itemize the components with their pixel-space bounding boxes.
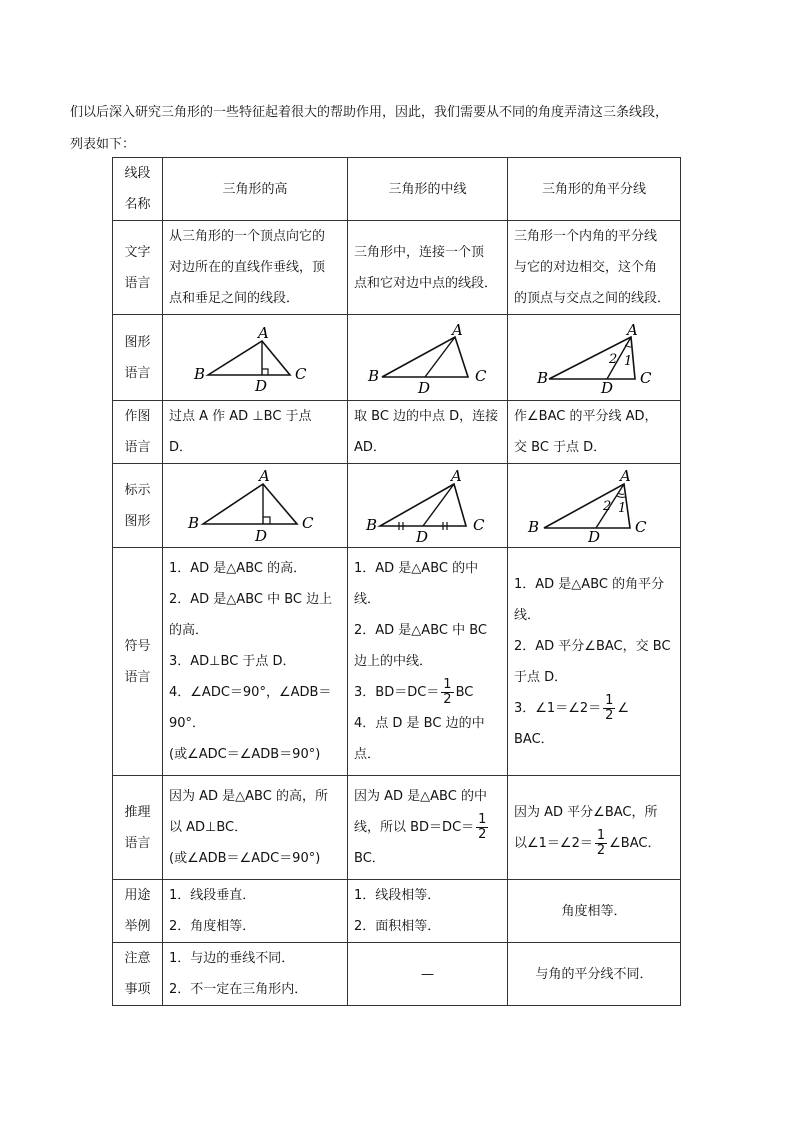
row-label-marked-figure: 标示图形	[113, 464, 163, 548]
row-construction-language	[113, 401, 681, 464]
text-line: 1．与边的垂线不同．	[169, 951, 295, 966]
row-marked-figure	[113, 464, 681, 548]
row-label-text-language: 文字语言	[113, 221, 163, 315]
text-segment: ∠BAC．	[609, 835, 661, 851]
altitude-construction-cell	[163, 401, 348, 464]
bisector-text-cell	[508, 221, 681, 315]
intro-line-1: 们以后深入研究三角形的一些特征起着很大的帮助作用，因此，我们需要从不同的角度弄清这三条线段，	[70, 105, 669, 120]
fraction-denominator: 2	[596, 842, 606, 858]
text-segment: 3．∠1＝∠2＝	[514, 700, 602, 716]
label-a: A	[450, 467, 462, 485]
median-construction-cell	[348, 401, 508, 464]
median-marked-cell	[348, 464, 508, 548]
median-usage-cell	[348, 880, 508, 943]
median-figure-cell	[348, 315, 508, 401]
row-label-usage-examples: 用途举例	[113, 880, 163, 943]
fraction-numerator: 1	[478, 812, 487, 827]
label-d: D	[418, 378, 431, 393]
text-line: 1．线段垂直．	[169, 888, 256, 903]
text-line: 90°．	[169, 716, 206, 731]
text-line: 线．	[354, 592, 381, 607]
row-label-notes: 注意事项	[113, 943, 163, 1006]
altitude-reasoning-cell	[163, 776, 348, 880]
median-notes-cell: —	[348, 943, 508, 1006]
text-line: (或∠ADC＝∠ADB＝90°)	[169, 747, 321, 762]
fraction-denominator: 2	[605, 707, 614, 723]
label-c: C	[475, 366, 487, 385]
altitude-marked-cell	[163, 464, 348, 548]
bisector-construction-cell	[508, 401, 681, 464]
text-line: 点．	[354, 747, 381, 762]
bisector-notes-cell: 与角的平分线不同．	[508, 943, 681, 1006]
label-d: D	[255, 526, 268, 544]
altitude-symbol-cell	[163, 548, 348, 776]
header-median: 三角形的中线	[348, 158, 508, 221]
text-segment: 以∠1＝∠2＝	[514, 835, 593, 851]
text-line: D．	[169, 440, 193, 455]
label-c: C	[295, 364, 307, 383]
text-line-with-fraction	[514, 828, 674, 859]
text-line: 3．AD⊥BC 于点 D．	[169, 654, 296, 669]
label-b: B	[536, 368, 548, 387]
label-a: A	[258, 323, 269, 342]
text-line-with-fraction	[354, 677, 501, 708]
text-line: 因为 AD 平分∠BAC，所	[514, 804, 658, 820]
median-text-cell	[348, 221, 508, 315]
median-marked-figure	[358, 468, 498, 544]
label-angle-1: 1	[623, 353, 632, 369]
text-line: BAC．	[514, 731, 554, 747]
text-line: BC．	[354, 851, 385, 866]
text-line: 线．	[514, 607, 541, 623]
altitude-text-cell	[163, 221, 348, 315]
text-line: AD．	[354, 440, 386, 455]
label-a: A	[259, 467, 270, 485]
text-line: 1．AD 是△ABC 的角平分	[514, 576, 665, 592]
row-figure-language	[113, 315, 681, 401]
fraction-numerator: 1	[605, 692, 614, 708]
altitude-usage-cell	[163, 880, 348, 943]
text-line: 交 BC 于点 D．	[514, 440, 607, 455]
label-c: C	[472, 515, 484, 534]
label-a: A	[620, 467, 631, 485]
fraction-one-half	[441, 678, 453, 707]
text-line: 1．AD 是△ABC 的高．	[169, 561, 307, 576]
bisector-marked-cell	[508, 464, 681, 548]
fraction-one-half	[476, 813, 488, 842]
label-angle-1: 1	[618, 500, 627, 516]
altitude-marked-figure	[185, 468, 325, 544]
text-line: 2．AD 是△ABC 中 BC	[354, 623, 487, 638]
row-text-language	[113, 221, 681, 315]
text-line: 作∠BAC 的平分线 AD，	[514, 409, 658, 424]
row-notes	[113, 943, 681, 1006]
row-label-figure-language: 图形语言	[113, 315, 163, 401]
label-d: D	[600, 378, 613, 393]
text-line: 边上的中线．	[354, 654, 433, 669]
text-segment: 线，所以 BD＝DC＝	[354, 820, 475, 835]
label-b: B	[188, 513, 200, 532]
label-b: B	[194, 364, 206, 383]
label-d: D	[588, 527, 601, 544]
text-line: 1．线段相等．	[354, 888, 441, 903]
intro-text	[70, 97, 750, 161]
text-line: 与它的对边相交，这个角	[514, 260, 658, 275]
text-line: (或∠ADB＝∠ADC＝90°)	[169, 851, 321, 866]
text-line: 4．∠ADC＝90°，∠ADB＝	[169, 685, 332, 700]
label-angle-2: 2	[603, 498, 612, 514]
text-line: 过点 A 作 AD ⊥BC 于点	[169, 409, 312, 424]
text-line-with-fraction	[514, 693, 674, 724]
label-d: D	[255, 376, 268, 393]
median-symbol-cell	[348, 548, 508, 776]
text-segment: ∠	[617, 700, 630, 716]
header-altitude: 三角形的高	[163, 158, 348, 221]
text-line: 对边所在的直线作垂线，顶	[169, 260, 326, 275]
text-segment: 3．BD＝DC＝	[354, 685, 440, 700]
label-c: C	[635, 517, 647, 536]
median-triangle-figure	[360, 323, 495, 393]
label-a: A	[452, 322, 463, 339]
header-row	[113, 158, 681, 221]
label-b: B	[528, 517, 540, 536]
text-line: 2．AD 平分∠BAC，交 BC	[514, 638, 671, 654]
text-line: 因为 AD 是△ABC 的中	[354, 789, 487, 804]
intro-line-2: 列表如下：	[70, 137, 136, 152]
fraction-numerator: 1	[443, 677, 452, 692]
text-line: 于点 D．	[514, 669, 568, 685]
text-line: 取 BC 边的中点 D，连接	[354, 409, 499, 424]
bisector-reasoning-cell	[508, 776, 681, 880]
label-d: D	[415, 527, 428, 544]
header-bisector: 三角形的角平分线	[508, 158, 681, 221]
altitude-triangle-figure	[190, 323, 320, 393]
label-b: B	[365, 515, 377, 534]
row-label-reasoning-language: 推理语言	[113, 776, 163, 880]
bisector-marked-figure	[524, 468, 664, 544]
label-a: A	[626, 322, 638, 339]
text-line: 点和垂足之间的线段．	[169, 291, 300, 306]
fraction-denominator: 2	[443, 692, 452, 707]
text-line: 以 AD⊥BC．	[169, 820, 248, 835]
text-line: 2．不一定在三角形内．	[169, 982, 308, 997]
label-angle-2: 2	[608, 351, 617, 367]
row-reasoning-language	[113, 776, 681, 880]
text-segment: BC	[455, 685, 474, 700]
median-reasoning-cell	[348, 776, 508, 880]
text-line: 2．角度相等．	[169, 919, 256, 934]
label-c: C	[302, 513, 314, 532]
row-label-construction-language: 作图语言	[113, 401, 163, 464]
fraction-denominator: 2	[478, 827, 487, 842]
header-label: 线段名称	[113, 158, 163, 221]
text-line: 2．AD 是△ABC 中 BC 边上	[169, 592, 333, 607]
bisector-triangle-figure	[527, 323, 662, 393]
altitude-notes-cell	[163, 943, 348, 1006]
bisector-usage-cell: 角度相等．	[508, 880, 681, 943]
row-symbol-language	[113, 548, 681, 776]
bisector-figure-cell	[508, 315, 681, 401]
text-line-with-fraction	[354, 812, 501, 843]
row-usage-examples	[113, 880, 681, 943]
text-line: 三角形中，连接一个顶	[354, 244, 485, 260]
text-line: 1．AD 是△ABC 的中	[354, 561, 479, 576]
text-line: 的高．	[169, 623, 209, 638]
label-b: B	[368, 366, 380, 385]
text-line: 的顶点与交点之间的线段．	[514, 291, 671, 306]
text-line: 2．面积相等．	[354, 919, 441, 934]
fraction-numerator: 1	[596, 827, 606, 843]
text-line: 因为 AD 是△ABC 的高，所	[169, 789, 328, 804]
comparison-table	[112, 157, 681, 1006]
altitude-figure-cell	[163, 315, 348, 401]
row-label-symbol-language: 符号语言	[113, 548, 163, 776]
text-line: 4．点 D 是 BC 边的中	[354, 716, 485, 731]
text-line: 三角形一个内角的平分线	[514, 229, 658, 244]
fraction-one-half	[595, 829, 607, 858]
text-line: 从三角形的一个顶点向它的	[169, 229, 326, 244]
text-line: 点和它对边中点的线段．	[354, 275, 498, 291]
label-c: C	[639, 368, 651, 387]
bisector-symbol-cell	[508, 548, 681, 776]
fraction-one-half	[603, 694, 615, 723]
